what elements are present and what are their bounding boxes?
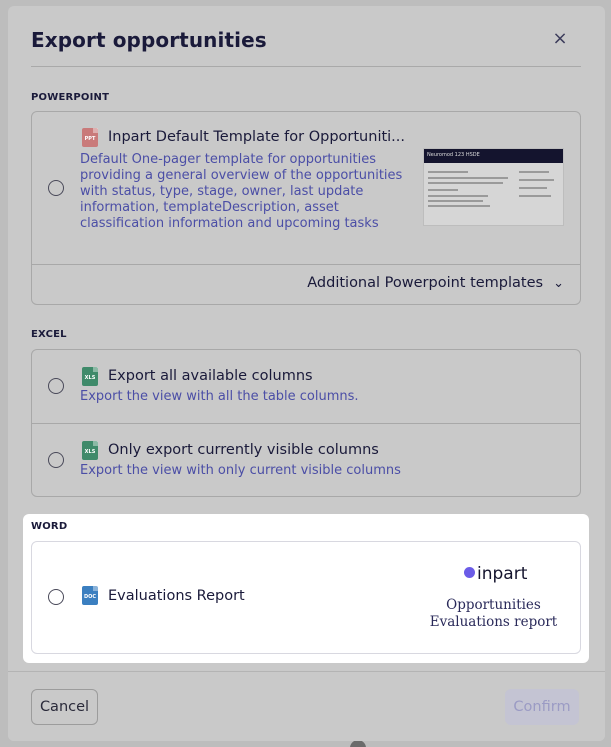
powerpoint-template-option[interactable]: [32, 112, 580, 264]
inpart-logo-icon: [464, 567, 475, 578]
chevron-down-icon: ⌄: [553, 276, 564, 291]
confirm-button[interactable]: Confirm: [505, 689, 579, 725]
excel-all-columns-radio[interactable]: [48, 378, 64, 394]
xls-file-icon: XLS: [82, 441, 98, 460]
title-divider: [31, 66, 581, 67]
modal-footer: [8, 671, 605, 741]
excel-card: [31, 349, 581, 497]
additional-powerpoint-templates-toggle[interactable]: [307, 275, 564, 291]
excel-all-columns-title: Export all available columns: [108, 368, 313, 384]
inpart-logo: inpart: [464, 564, 527, 584]
word-section-highlight: [23, 514, 589, 663]
excel-all-columns-option[interactable]: [32, 350, 580, 423]
excel-visible-columns-option[interactable]: [32, 424, 580, 497]
cancel-button[interactable]: Cancel: [31, 689, 98, 725]
powerpoint-card: [31, 111, 581, 305]
word-section-label: WORD: [31, 521, 68, 532]
word-evaluations-report-title: Evaluations Report: [108, 588, 245, 604]
excel-visible-columns-radio[interactable]: [48, 452, 64, 468]
close-icon[interactable]: ×: [552, 28, 568, 49]
powerpoint-section-label: POWERPOINT: [31, 92, 110, 103]
modal-title: Export opportunities: [31, 28, 267, 52]
ppt-file-icon: PPT: [82, 128, 98, 147]
powerpoint-template-description: Default One-pager template for opportunities providing a general overview of the opportunities with status, type, stage, owner, last update information, templateDescription, asset classification information and upcoming tasks: [80, 152, 403, 231]
excel-visible-columns-title: Only export currently visible columns: [108, 442, 379, 458]
word-report-thumbnail: Opportunities Evaluations report: [429, 597, 558, 630]
powerpoint-template-radio[interactable]: [48, 180, 64, 196]
word-evaluations-report-radio[interactable]: [48, 589, 64, 605]
word-evaluations-report-option[interactable]: [31, 541, 581, 654]
excel-all-columns-description: Export the view with all the table columns.: [80, 389, 359, 404]
additional-templates-label: Additional Powerpoint templates: [307, 275, 544, 291]
xls-file-icon: XLS: [82, 367, 98, 386]
powerpoint-template-title: Inpart Default Template for Opportuniti...: [108, 129, 406, 145]
background-avatar: [350, 740, 366, 747]
excel-visible-columns-description: Export the view with only current visible columns: [80, 463, 401, 478]
powerpoint-template-thumbnail: Neuromod 123 HSDE: [423, 148, 564, 226]
excel-section-label: EXCEL: [31, 329, 67, 340]
doc-file-icon: DOC: [82, 586, 98, 605]
